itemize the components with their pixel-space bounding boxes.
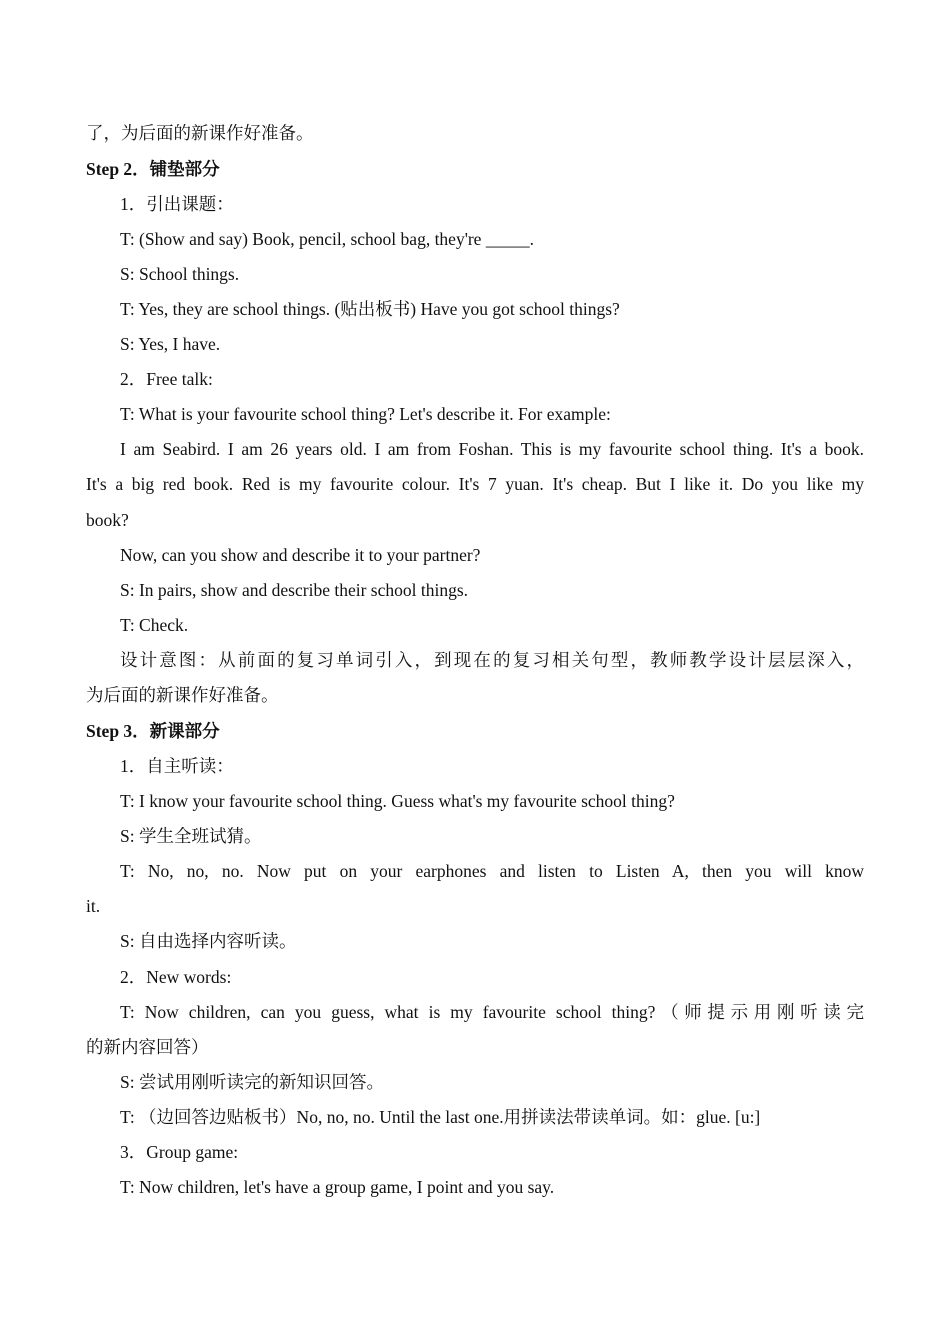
text-line: S: 自由选择内容听读。: [120, 931, 297, 951]
text-line: 的新内容回答）: [86, 1037, 209, 1057]
text-line: S: 学生全班试猜。: [120, 826, 262, 846]
text-line: 了，为后面的新课作好准备。: [86, 123, 314, 143]
text-line: 2．Free talk:: [120, 369, 213, 389]
text-line: 1．引出课题：: [120, 194, 234, 214]
text-line: S: 尝试用刚听读完的新知识回答。: [120, 1072, 384, 1092]
text-line: It's a big red book. Red is my favourite colour. It's 7 yuan. It's cheap. But I like it. Do you like my: [86, 474, 864, 494]
text-line: book?: [86, 510, 129, 530]
text-line: S: School things.: [120, 264, 240, 284]
text-line: 3．Group game:: [120, 1142, 239, 1162]
text-line: T: (Show and say) Book, pencil, school bag, they're _____.: [120, 229, 534, 249]
text-line: 1．自主听读：: [120, 756, 234, 776]
text-line: 为后面的新课作好准备。: [86, 685, 279, 705]
text-line: T: Check.: [120, 615, 189, 635]
text-line: T: （边回答边贴板书）No, no, no. Until the last one.用拼读法带读单词。如：glue. [u:]: [120, 1107, 761, 1127]
text-line: T: Now children, can you guess, what is my favourite school thing?（师提示用刚听读完: [120, 1002, 864, 1022]
text-line: 2．New words:: [120, 967, 232, 987]
text-line: Now, can you show and describe it to your partner?: [120, 545, 481, 565]
text-line: T: What is your favourite school thing? Let's describe it. For example:: [120, 404, 611, 424]
text-line: T: I know your favourite school thing. Guess what's my favourite school thing?: [120, 791, 675, 811]
text-line: I am Seabird. I am 26 years old. I am from Foshan. This is my favourite school thing. It's a book.: [120, 439, 864, 459]
section-heading: Step 3．新课部分: [86, 721, 220, 741]
text-line: T: No, no, no. Now put on your earphones and listen to Listen A, then you will know: [120, 861, 864, 881]
text-line: T: Now children, let's have a group game, I point and you say.: [120, 1177, 555, 1197]
text-line: S: In pairs, show and describe their school things.: [120, 580, 469, 600]
text-line: T: Yes, they are school things. (贴出板书) Have you got school things?: [120, 299, 620, 319]
text-line: it.: [86, 896, 101, 916]
section-heading: Step 2．铺垫部分: [86, 159, 220, 179]
text-line: 设计意图：从前面的复习单词引入，到现在的复习相关句型，教师教学设计层层深入，: [120, 650, 864, 670]
text-line: S: Yes, I have.: [120, 334, 221, 354]
